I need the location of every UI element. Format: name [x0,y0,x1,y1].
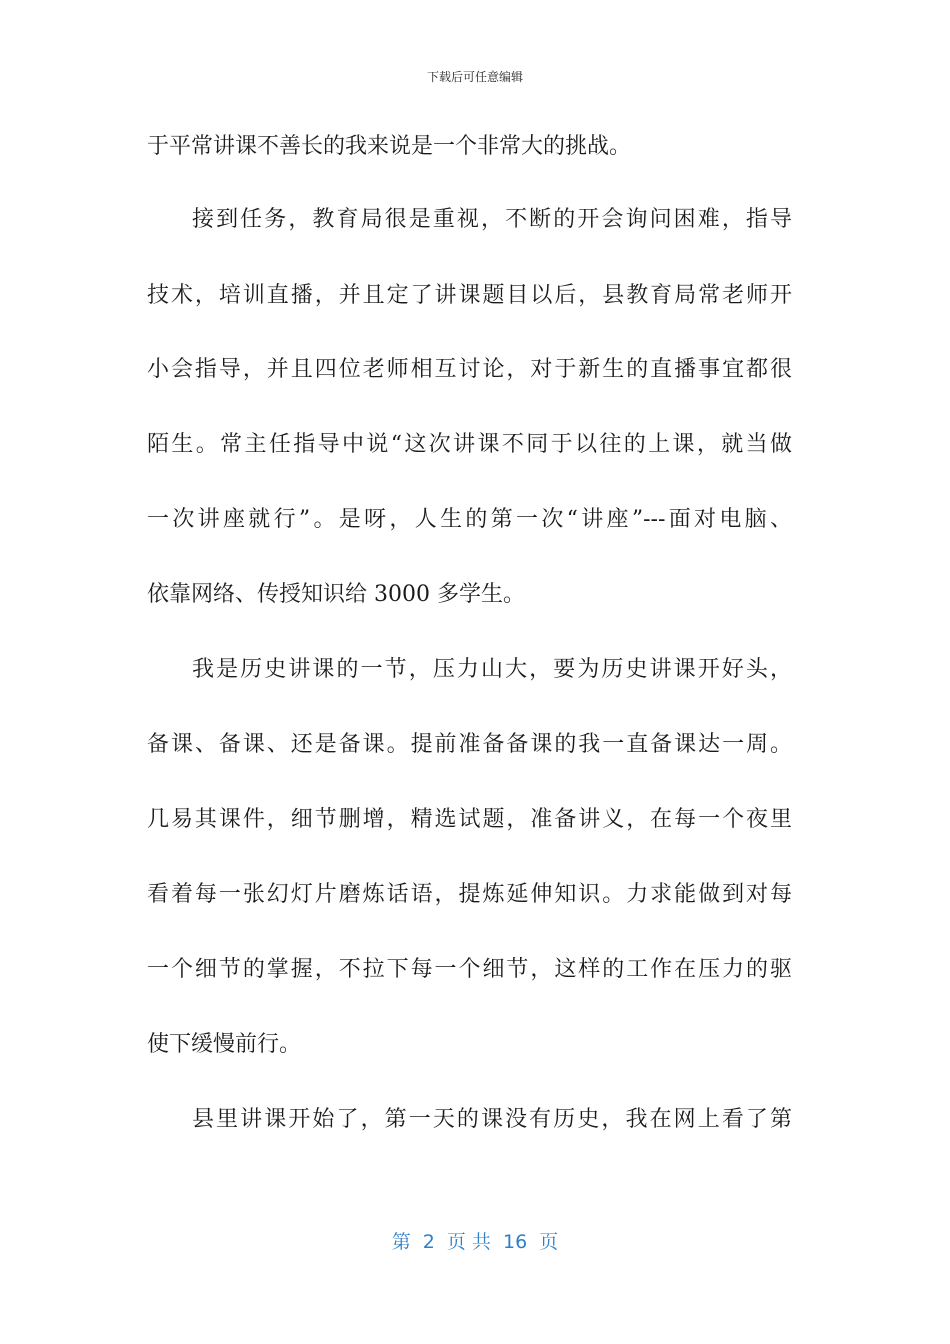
text-line: 备课、备课、还是备课。提前准备备课的我一直备课达一周。 [147,732,792,757]
text-line: 陌生。常主任指导中说“这次讲课不同于以往的上课，就当做 [147,432,792,457]
text-line: 接到任务，教育局很是重视，不断的开会询问困难，指导 [192,207,792,232]
header-note: 下载后可任意编辑 [426,70,523,84]
text-line: 一个细节的掌握，不拉下每一个细节，这样的工作在压力的驱 [147,957,792,982]
text-line: 依靠网络、传授知识给 3000 多学生。 [147,582,525,607]
text-line: 使下缓慢前行。 [147,1032,302,1057]
text-line: 我是历史讲课的一节，压力山大，要为历史讲课开好头， [192,657,792,682]
text-line: 看着每一张幻灯片磨炼话语，提炼延伸知识。力求能做到对每 [147,882,792,907]
page-footer: 第 2 页 共 16 页 [391,1231,559,1253]
text-line: 小会指导，并且四位老师相互讨论，对于新生的直播事宜都很 [147,357,792,382]
text-line: 几易其课件，细节删增，精选试题，准备讲义，在每一个夜里 [147,807,792,832]
text-line: 技术，培训直播，并且定了讲课题目以后，县教育局常老师开 [147,283,792,308]
text-line: 县里讲课开始了，第一天的课没有历史，我在网上看了第 [192,1107,792,1132]
text-line: 于平常讲课不善长的我来说是一个非常大的挑战。 [147,134,632,159]
text-line: 一次讲座就行”。是呀，人生的第一次“讲座”---面对电脑、 [147,507,792,532]
